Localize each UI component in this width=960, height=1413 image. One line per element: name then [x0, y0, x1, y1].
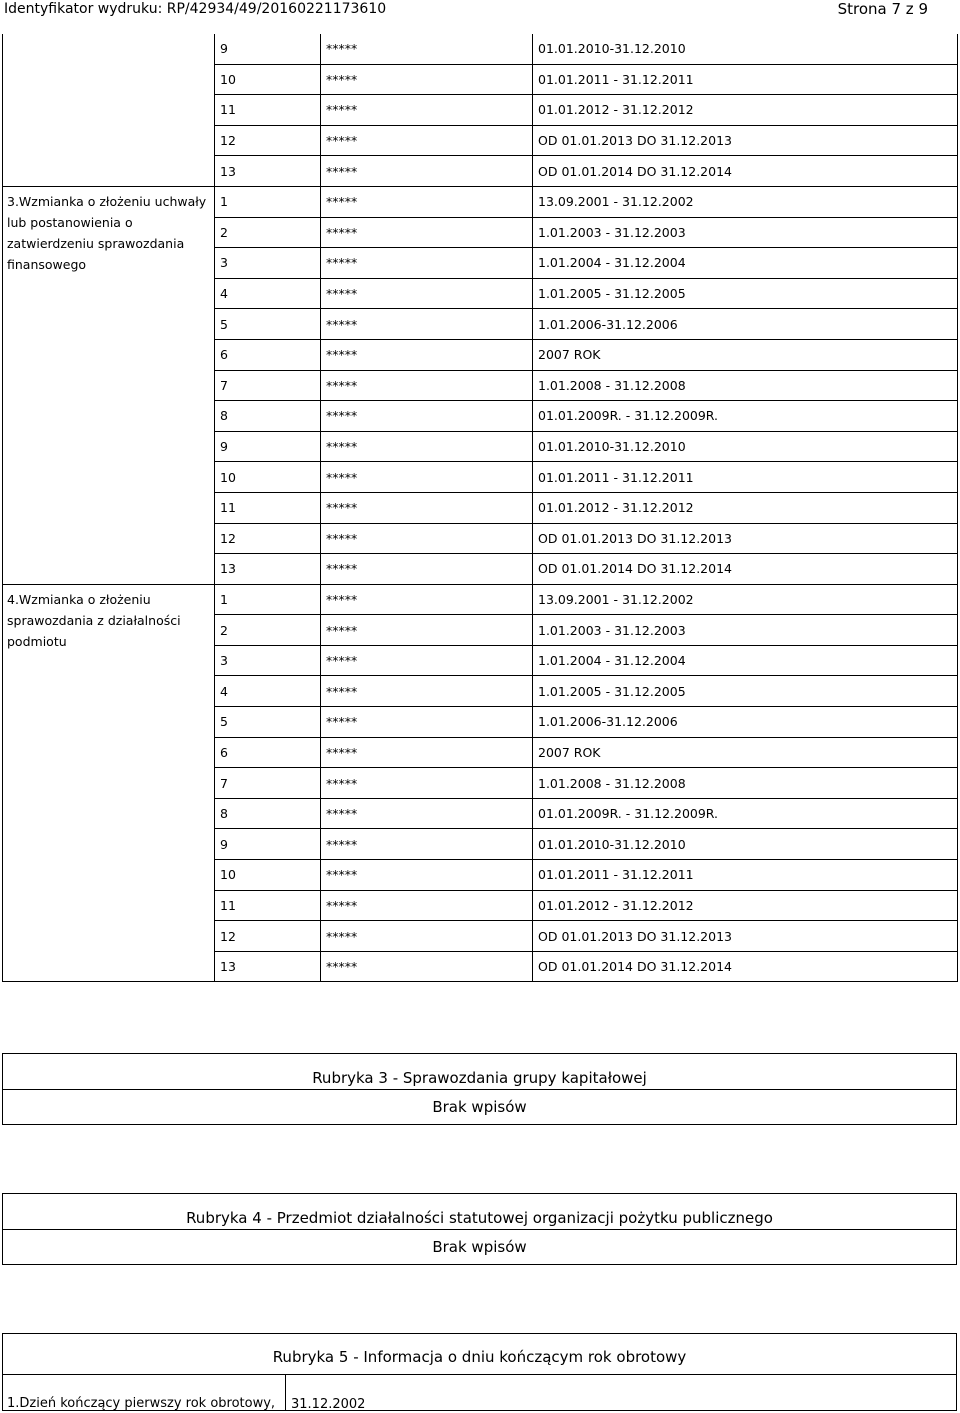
- row-mask: *****: [321, 584, 533, 615]
- section-label: 4.Wzmianka o złożeniu sprawozdania z działalności podmiotu: [3, 584, 215, 982]
- table-row: [3, 34, 958, 64]
- row-period: 1.01.2004 - 31.12.2004: [533, 645, 958, 676]
- row-period: 1.01.2005 - 31.12.2005: [533, 278, 958, 309]
- row-number: 11: [215, 492, 321, 523]
- row-mask: *****: [321, 860, 533, 891]
- row-mask: *****: [321, 645, 533, 676]
- row-period: 1.01.2003 - 31.12.2003: [533, 217, 958, 248]
- row-period: 01.01.2012 - 31.12.2012: [533, 95, 958, 126]
- row-period: 1.01.2006-31.12.2006: [533, 707, 958, 738]
- row-number: 12: [215, 125, 321, 156]
- row-mask: *****: [321, 768, 533, 799]
- row-period: 2007 ROK: [533, 737, 958, 768]
- row-number: 12: [215, 921, 321, 952]
- row-period: 01.01.2009R. - 31.12.2009R.: [533, 401, 958, 432]
- row-mask: *****: [321, 431, 533, 462]
- row-period: 1.01.2003 - 31.12.2003: [533, 615, 958, 646]
- row-number: 4: [215, 278, 321, 309]
- row-number: 1: [215, 584, 321, 615]
- row-mask: *****: [321, 248, 533, 279]
- row-mask: *****: [321, 156, 533, 187]
- row-mask: *****: [321, 95, 533, 126]
- rubryka-5-field-label: 1.Dzień kończący pierwszy rok obrotowy,: [7, 1375, 286, 1411]
- row-mask: *****: [321, 676, 533, 707]
- row-number: 9: [215, 431, 321, 462]
- row-period: 2007 ROK: [533, 339, 958, 370]
- row-period: 1.01.2004 - 31.12.2004: [533, 248, 958, 279]
- row-period: 01.01.2011 - 31.12.2011: [533, 462, 958, 493]
- row-number: 3: [215, 645, 321, 676]
- row-mask: *****: [321, 890, 533, 921]
- row-number: 8: [215, 798, 321, 829]
- row-mask: *****: [321, 309, 533, 340]
- rubryka-5-title: Rubryka 5 - Informacja o dniu kończącym rok obrotowy: [272, 1348, 687, 1366]
- row-period: 13.09.2001 - 31.12.2002: [533, 186, 958, 217]
- row-number: 11: [215, 890, 321, 921]
- row-period: 01.01.2011 - 31.12.2011: [533, 64, 958, 95]
- table-row: [3, 584, 958, 615]
- row-mask: *****: [321, 401, 533, 432]
- row-number: 10: [215, 64, 321, 95]
- entries-table: [2, 34, 958, 982]
- row-period: 01.01.2012 - 31.12.2012: [533, 890, 958, 921]
- row-period: OD 01.01.2013 DO 31.12.2013: [533, 125, 958, 156]
- row-number: 11: [215, 95, 321, 126]
- row-period: 01.01.2011 - 31.12.2011: [533, 860, 958, 891]
- page-number: Strona 7 z 9: [837, 0, 928, 18]
- row-mask: *****: [321, 554, 533, 585]
- row-number: 9: [215, 34, 321, 64]
- row-period: 01.01.2012 - 31.12.2012: [533, 492, 958, 523]
- row-period: OD 01.01.2014 DO 31.12.2014: [533, 554, 958, 585]
- row-mask: *****: [321, 829, 533, 860]
- row-number: 2: [215, 615, 321, 646]
- row-mask: *****: [321, 339, 533, 370]
- row-period: OD 01.01.2014 DO 31.12.2014: [533, 156, 958, 187]
- row-number: 5: [215, 309, 321, 340]
- row-period: 01.01.2010-31.12.2010: [533, 34, 958, 64]
- section-label-continued: [3, 34, 215, 186]
- section-label: 3.Wzmianka o złożeniu uchwały lub postanowienia o zatwierdzeniu sprawozdania finansowego: [3, 186, 215, 584]
- row-number: 5: [215, 707, 321, 738]
- row-number: 4: [215, 676, 321, 707]
- row-number: 13: [215, 554, 321, 585]
- rubryka-3-title: Rubryka 3 - Sprawozdania grupy kapitałowej: [3, 1054, 956, 1090]
- row-mask: *****: [321, 798, 533, 829]
- rubryka-5: [2, 1333, 957, 1411]
- row-mask: *****: [321, 370, 533, 401]
- row-mask: *****: [321, 64, 533, 95]
- row-mask: *****: [321, 707, 533, 738]
- row-period: 1.01.2005 - 31.12.2005: [533, 676, 958, 707]
- row-mask: *****: [321, 217, 533, 248]
- row-mask: *****: [321, 921, 533, 952]
- rubryka-3: [2, 1053, 957, 1125]
- row-period: 01.01.2009R. - 31.12.2009R.: [533, 798, 958, 829]
- row-period: OD 01.01.2013 DO 31.12.2013: [533, 523, 958, 554]
- row-mask: *****: [321, 492, 533, 523]
- rubryka-5-row: [3, 1374, 956, 1411]
- row-mask: *****: [321, 615, 533, 646]
- row-number: 13: [215, 951, 321, 982]
- row-number: 13: [215, 156, 321, 187]
- row-mask: *****: [321, 462, 533, 493]
- row-period: OD 01.01.2014 DO 31.12.2014: [533, 951, 958, 982]
- row-mask: *****: [321, 278, 533, 309]
- row-period: OD 01.01.2013 DO 31.12.2013: [533, 921, 958, 952]
- rubryka-4: [2, 1193, 957, 1265]
- row-mask: *****: [321, 951, 533, 982]
- row-period: 1.01.2008 - 31.12.2008: [533, 768, 958, 799]
- row-number: 6: [215, 737, 321, 768]
- row-number: 9: [215, 829, 321, 860]
- row-number: 3: [215, 248, 321, 279]
- rubryka-3-body: Brak wpisów: [432, 1098, 527, 1116]
- row-number: 1: [215, 186, 321, 217]
- row-mask: *****: [321, 186, 533, 217]
- row-number: 12: [215, 523, 321, 554]
- row-mask: *****: [321, 34, 533, 64]
- row-period: 01.01.2010-31.12.2010: [533, 431, 958, 462]
- row-period: 1.01.2006-31.12.2006: [533, 309, 958, 340]
- row-number: 7: [215, 768, 321, 799]
- row-number: 10: [215, 860, 321, 891]
- row-number: 6: [215, 339, 321, 370]
- row-mask: *****: [321, 523, 533, 554]
- row-mask: *****: [321, 737, 533, 768]
- row-number: 8: [215, 401, 321, 432]
- row-number: 7: [215, 370, 321, 401]
- rubryka-4-title: Rubryka 4 - Przedmiot działalności statutowej organizacji pożytku publicznego: [3, 1194, 956, 1230]
- table-row: [3, 186, 958, 217]
- rubryka-4-body: Brak wpisów: [432, 1238, 527, 1256]
- row-mask: *****: [321, 125, 533, 156]
- rubryka-5-field-value: 31.12.2002: [291, 1397, 366, 1412]
- print-identifier: Identyfikator wydruku: RP/42934/49/20160221173610: [4, 1, 387, 17]
- row-number: 10: [215, 462, 321, 493]
- row-period: 1.01.2008 - 31.12.2008: [533, 370, 958, 401]
- row-period: 01.01.2010-31.12.2010: [533, 829, 958, 860]
- row-period: 13.09.2001 - 31.12.2002: [533, 584, 958, 615]
- row-number: 2: [215, 217, 321, 248]
